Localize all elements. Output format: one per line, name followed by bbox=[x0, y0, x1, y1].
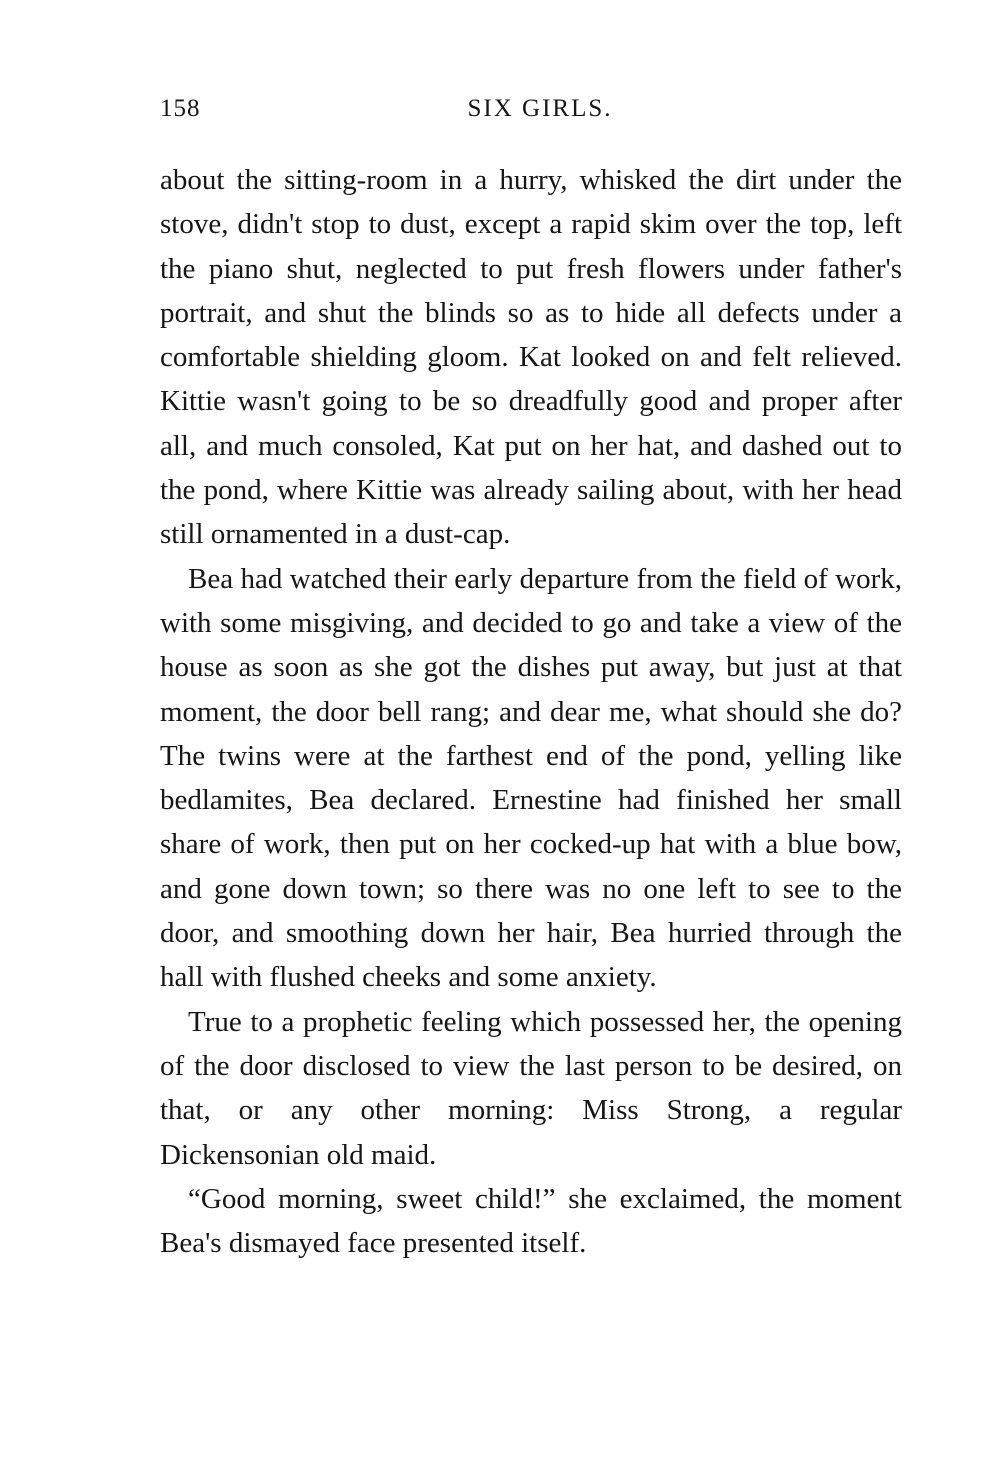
body-text bbox=[160, 158, 902, 1265]
paragraph: Bea had watched their early departure from the field of work, with some misgiving, and decided to go and take a view of the house as soon as she got the dishes put away, but just at that moment, the door bell rang; and dear me, what should she do? The twins were at the farthest end of the pond, yelling like bedlamites, Bea declared. Ernestine had finished her small share of work, then put on her cocked-up hat with a blue bow, and gone down town; so there was no one left to see to the door, and smoothing down her hair, Bea hurried through the hall with flushed cheeks and some anxiety. bbox=[160, 562, 902, 994]
page-number: 158 bbox=[160, 95, 201, 122]
paragraph-continued: about the sitting-room in a hurry, whisked the dirt under the stove, didn't stop to dust, except a rapid skim over the top, left the piano shut, neglected to put fresh flowers under father's portrait, and shut the blinds so as to hide all defects under a comfortable shielding gloom. Kat looked on and felt relieved. Kittie wasn't going to be so dreadfully good and proper after all, and much consoled, Kat put on her hat, and dashed out to the pond, where Kittie was already sailing about, with her head still ornamented in a dust-cap. bbox=[160, 164, 902, 551]
paragraph: “Good morning, sweet child!” she exclaimed, the moment Bea's dismayed face presented itself. bbox=[160, 1182, 902, 1260]
running-title: SIX GIRLS. bbox=[467, 95, 613, 122]
page-header bbox=[160, 92, 900, 126]
paragraph: True to a prophetic feeling which possessed her, the opening of the door disclosed to view the last person to be desired, on that, or any other morning: Miss Strong, a regular Dickensonian old maid. bbox=[160, 1005, 902, 1171]
